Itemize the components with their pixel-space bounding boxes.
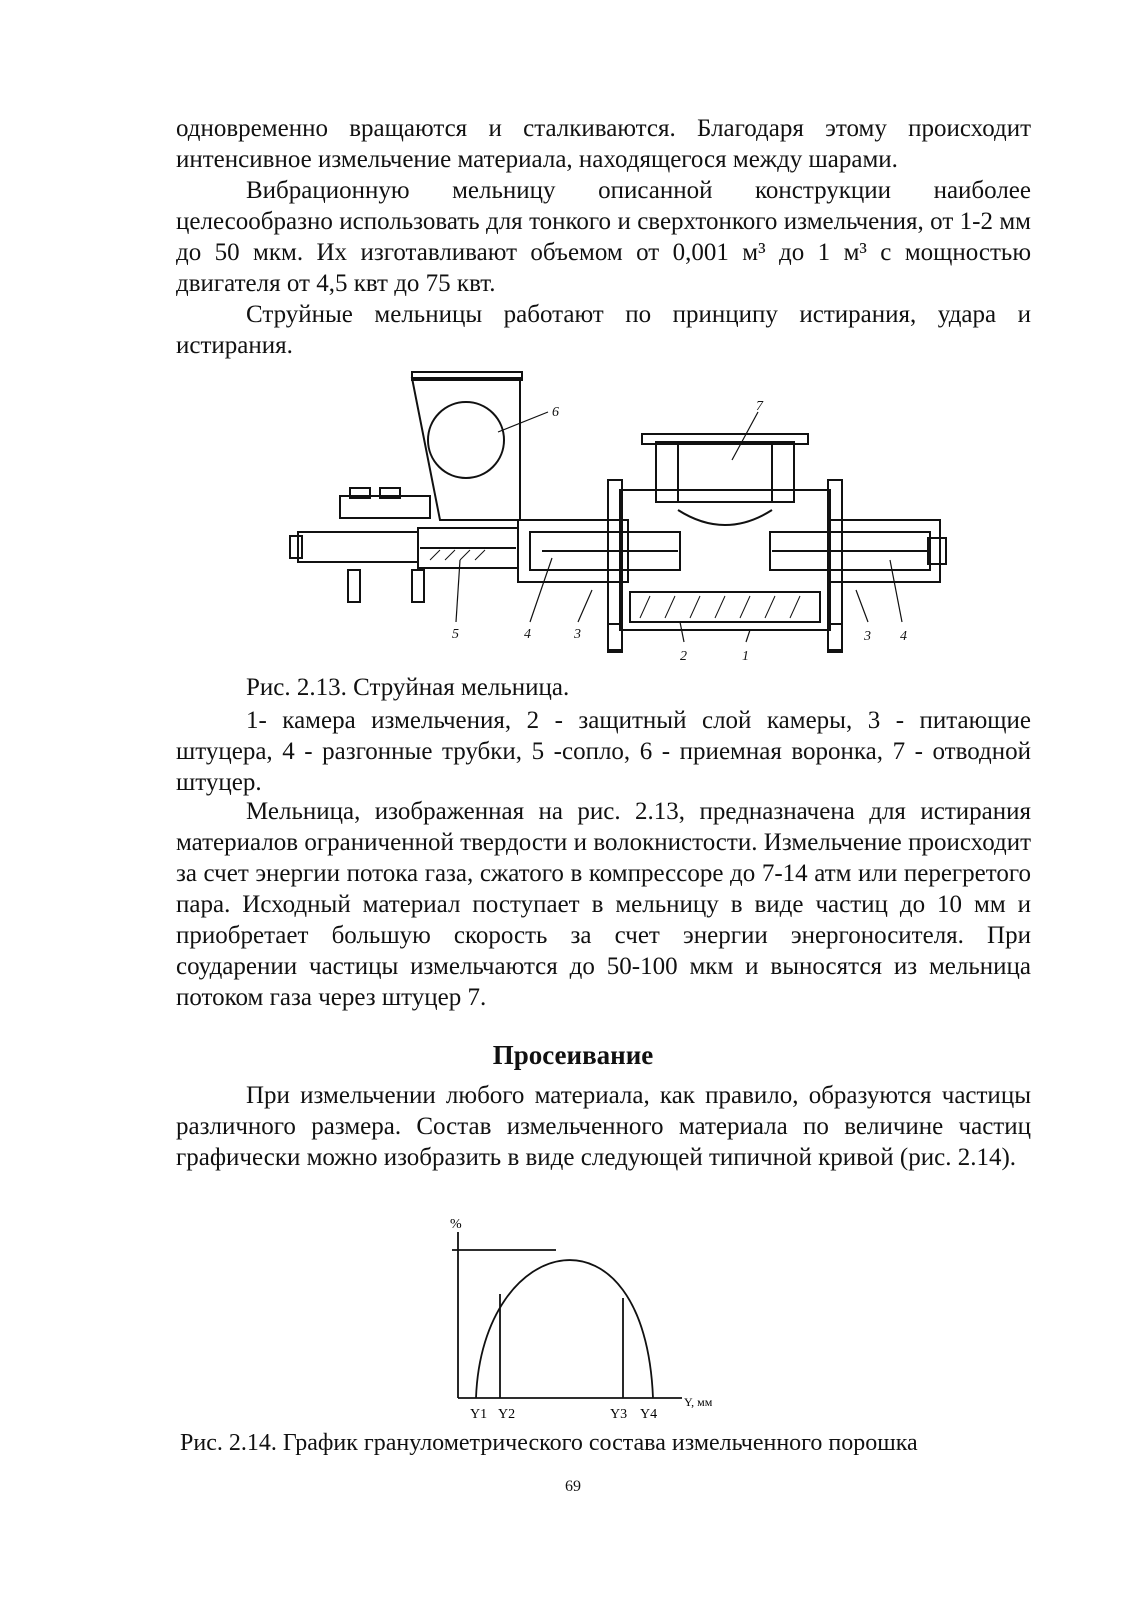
paragraph-2: Вибрационную мельницу описанной конструкции наиболее целесообразно использовать для тонкого и сверхтонкого измельчения, от 1-2 мм до 50 мкм. Их изготавливают объемом от 0,001 м³ до 1 м³ с мощностью двигателя от 4,5 квт до 75 квт. <box>176 177 1031 297</box>
tick-y3: Y3 <box>610 1407 628 1422</box>
label-5: 5 <box>452 627 459 642</box>
figure-2-13-caption: Рис. 2.13. Струйная мельница. <box>246 674 570 701</box>
distribution-curve <box>476 1260 653 1398</box>
x-axis-label: Y, мм <box>684 1395 713 1409</box>
label-6: 6 <box>552 405 559 420</box>
y-axis-label: % <box>450 1217 462 1232</box>
label-3-left: 3 <box>574 627 581 642</box>
tick-y2: Y2 <box>498 1407 516 1422</box>
paragraph-3: Струйные мельницы работают по принципу истирания, удара и истирания. <box>176 301 1031 359</box>
figure-2-13-legend: 1- камера измельчения, 2 - защитный слой камеры, 3 - питающие штуцера, 4 - разгонные трубки, 5 -сопло, 6 - приемная воронка, 7 - отводной штуцер. <box>176 707 1031 796</box>
page-number: 69 <box>565 1478 581 1495</box>
figure-2-14-caption: Рис. 2.14. График гранулометрического состава измельченного порошка <box>180 1430 918 1456</box>
label-7: 7 <box>756 399 763 414</box>
paragraph-1: одновременно вращаются и сталкиваются. Благодаря этому происходит интенсивное измельчение материала, находящегося между шарами. <box>176 115 1031 173</box>
label-1: 1 <box>742 649 749 664</box>
label-3-right: 3 <box>864 629 871 644</box>
section-heading: Просеивание <box>492 1040 654 1070</box>
label-4-left: 4 <box>524 627 531 642</box>
granulometry-chart <box>420 1212 760 1424</box>
jet-mill-diagram <box>280 360 960 670</box>
tick-y4: Y4 <box>640 1407 658 1422</box>
tick-y1: Y1 <box>470 1407 488 1422</box>
label-4-right: 4 <box>900 629 907 644</box>
paragraph-4: Мельница, изображенная на рис. 2.13, предназначена для истирания материалов ограниченной твердости и волокнистости. Измельчение происходит за счет энергии потока газа, сжатого в компрессоре до 7-14 атм или перегретого пара. Исходный материал поступает в мельницу в виде частиц до 10 мм и приобретает большую скорость за счет энергии энергоносителя. При соударении частицы измельчаются до 50-100 мкм и выносятся из мельница потоком газа через штуцер 7. <box>176 798 1031 1011</box>
paragraph-5: При измельчении любого материала, как правило, образуются частицы различного размера. Состав измельченного материала по величине частиц графически можно изобразить в виде следующей типичной кривой (рис. 2.14). <box>176 1082 1031 1171</box>
label-2: 2 <box>680 649 687 664</box>
